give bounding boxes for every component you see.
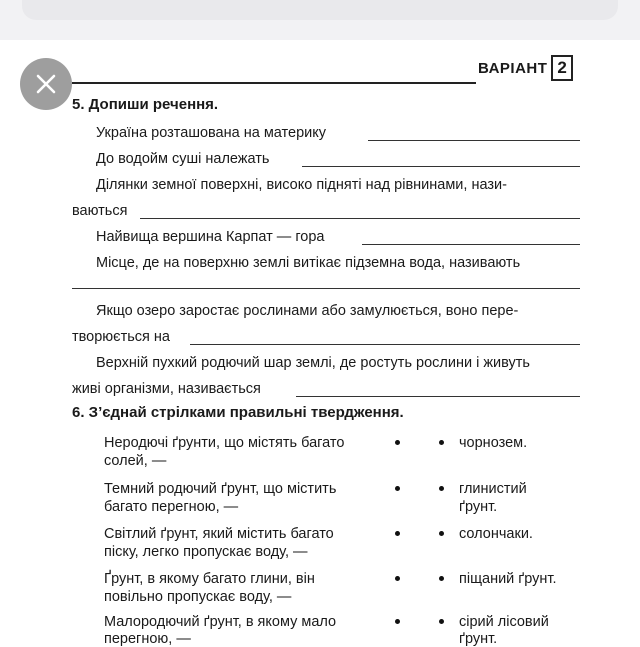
sentence-3b: ваються [72,203,128,219]
right-dot[interactable] [439,619,444,624]
sentence-3a: Ділянки земної поверхні, високо підняті над рівнинами, нази- [96,177,507,193]
sentence-7a: Верхній пухкий родючий шар землі, де ростуть рослини і живуть [96,355,530,371]
right-item-line: ґрунт. [459,631,498,647]
right-item-line: ґрунт. [459,499,498,515]
right-item-line: чорнозем. [459,435,528,451]
answer-line-4[interactable] [362,244,580,245]
left-item-line: Світлий ґрунт, який містить багато [104,526,334,542]
left-item-line: повільно пропускає воду, — [104,589,292,605]
right-item-line: глинистий [459,481,527,497]
answer-line-2[interactable] [302,166,580,167]
right-item-line: солончаки. [459,526,533,542]
left-dot[interactable] [395,576,400,581]
sentence-6a: Якщо озеро заростає рослинами або замулюється, воно пере- [96,303,519,319]
answer-line-1[interactable] [368,140,580,141]
left-item-line: Неродючі ґрунти, що містять багато [104,435,345,451]
browser-top-bar [0,0,640,40]
sentence-7b: живі організми, називається [72,381,261,397]
sentence-4: Найвища вершина Карпат — гора [96,229,325,245]
right-dot[interactable] [439,440,444,445]
close-button[interactable] [20,58,72,110]
header-rule [72,82,476,84]
variant-label: ВАРІАНТ [478,59,548,77]
task5-title: 5. Допиши речення. [72,96,219,113]
left-item-line: багато перегною, — [104,499,239,515]
right-dot[interactable] [439,531,444,536]
left-item-line: Малородючий ґрунт, в якому мало [104,614,337,630]
close-icon [34,72,58,96]
right-dot[interactable] [439,486,444,491]
left-item-line: солей, — [104,453,167,469]
answer-line-3[interactable] [140,218,580,219]
answer-line-5[interactable] [72,288,580,289]
answer-line-7[interactable] [296,396,580,397]
variant-number: 2 [551,55,573,81]
left-item-line: Темний родючий ґрунт, що містить [104,481,337,497]
left-dot[interactable] [395,619,400,624]
right-dot[interactable] [439,576,444,581]
left-dot[interactable] [395,486,400,491]
sentence-5: Місце, де на поверхню землі витікає підземна вода, називають [96,255,521,271]
left-item-line: піску, легко пропускає воду, — [104,544,308,560]
left-item-line: перегною, — [104,631,191,647]
right-item-line: сірий лісовий [459,614,549,630]
task6-title: 6. З’єднай стрілками правильні твердження. [72,404,404,421]
sentence-1: Україна розташована на материку [96,125,326,141]
sentence-6b: творюється на [72,329,170,345]
right-item-line: піщаний ґрунт. [459,571,557,587]
variant-badge [478,55,573,81]
left-dot[interactable] [395,440,400,445]
left-item-line: Ґрунт, в якому багато глини, він [104,571,315,587]
left-dot[interactable] [395,531,400,536]
address-bar[interactable] [22,0,618,20]
answer-line-6[interactable] [190,344,580,345]
sentence-2: До водойм суші належать [96,151,270,167]
